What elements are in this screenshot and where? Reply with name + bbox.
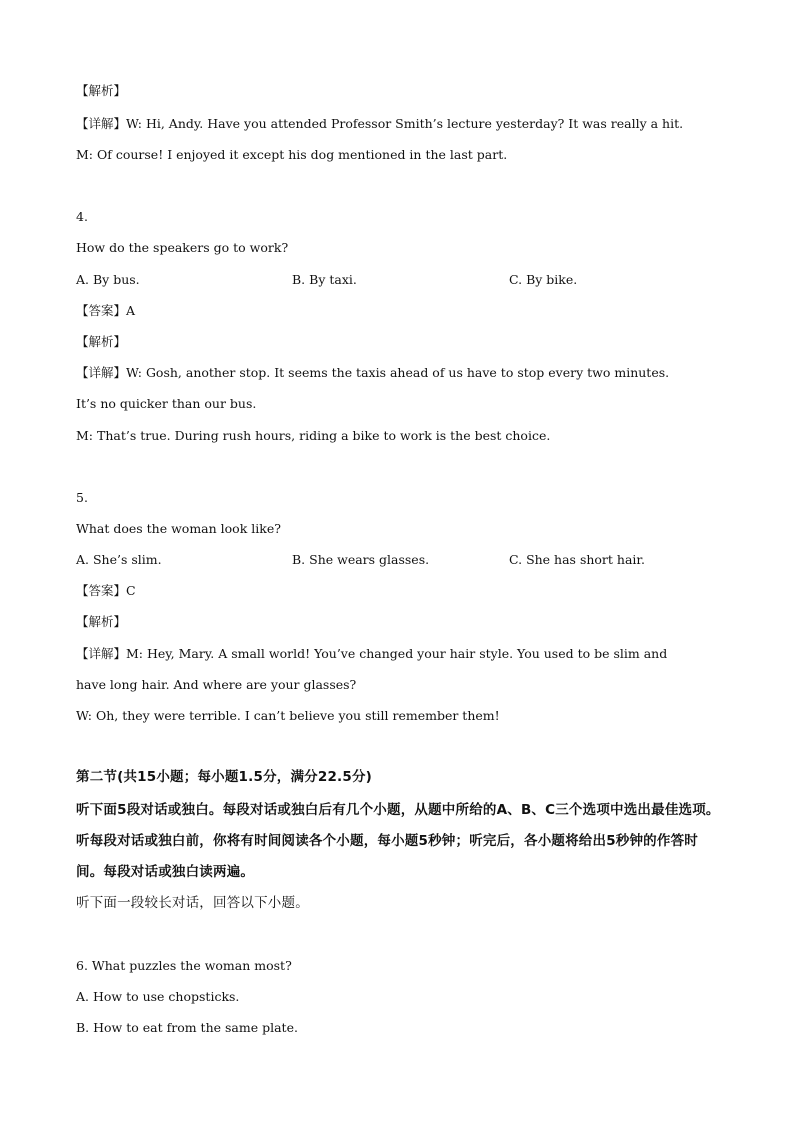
- section-instructions: 听下面5段对话或独白。每段对话或独白后有几个小题，从题中所给的A、B、C三个选项中选出最佳选项。: [76, 802, 720, 818]
- question-number: 5.: [76, 490, 88, 505]
- section-instructions: 间。每段对话或独白读两遍。: [76, 864, 255, 880]
- question-text: How do the speakers go to work?: [76, 240, 289, 255]
- answer-line: 【答案】C: [76, 583, 136, 598]
- option-a: A. By bus.: [76, 272, 140, 287]
- analysis-label: 【解析】: [76, 614, 127, 629]
- detail-line: 【详解】W: Hi, Andy. Have you attended Professor Smith’s lecture yesterday? It was really a hit.: [76, 116, 684, 131]
- option-b: B. She wears glasses.: [292, 552, 430, 567]
- answer-line: 【答案】A: [76, 303, 136, 318]
- option-c: C. She has short hair.: [509, 552, 645, 567]
- transcript-line: M: Of course! I enjoyed it except his dog mentioned in the last part.: [76, 147, 508, 162]
- analysis-label: 【解析】: [76, 334, 127, 349]
- transcript-line: It’s no quicker than our bus.: [76, 396, 257, 411]
- analysis-label: 【解析】: [76, 83, 127, 98]
- option-c: C. By bike.: [509, 272, 578, 287]
- option-a: A. How to use chopsticks.: [76, 989, 240, 1004]
- dialogue-intro: 听下面一段较长对话，回答以下小题。: [76, 895, 309, 911]
- transcript-line: M: That’s true. During rush hours, riding a bike to work is the best choice.: [76, 428, 551, 443]
- section-instructions: 听每段对话或独白前，你将有时间阅读各个小题，每小题5秒钟；听完后，各小题将给出5秒钟的作答时: [76, 833, 698, 849]
- option-a: A. She’s slim.: [76, 552, 162, 567]
- question-text: 6. What puzzles the woman most?: [76, 958, 292, 973]
- question-number: 4.: [76, 209, 88, 224]
- detail-line: 【详解】M: Hey, Mary. A small world! You’ve changed your hair style. You used to be slim and: [76, 646, 668, 661]
- section-heading: 第二节(共15小题；每小题1.5分，满分22.5分): [76, 769, 373, 785]
- transcript-line: W: Oh, they were terrible. I can’t believe you still remember them!: [76, 708, 500, 723]
- option-b: B. By taxi.: [292, 272, 357, 287]
- detail-line: 【详解】W: Gosh, another stop. It seems the taxis ahead of us have to stop every two minutes.: [76, 365, 670, 380]
- question-text: What does the woman look like?: [76, 521, 281, 536]
- option-b: B. How to eat from the same plate.: [76, 1020, 298, 1035]
- transcript-line: have long hair. And where are your glasses?: [76, 677, 357, 692]
